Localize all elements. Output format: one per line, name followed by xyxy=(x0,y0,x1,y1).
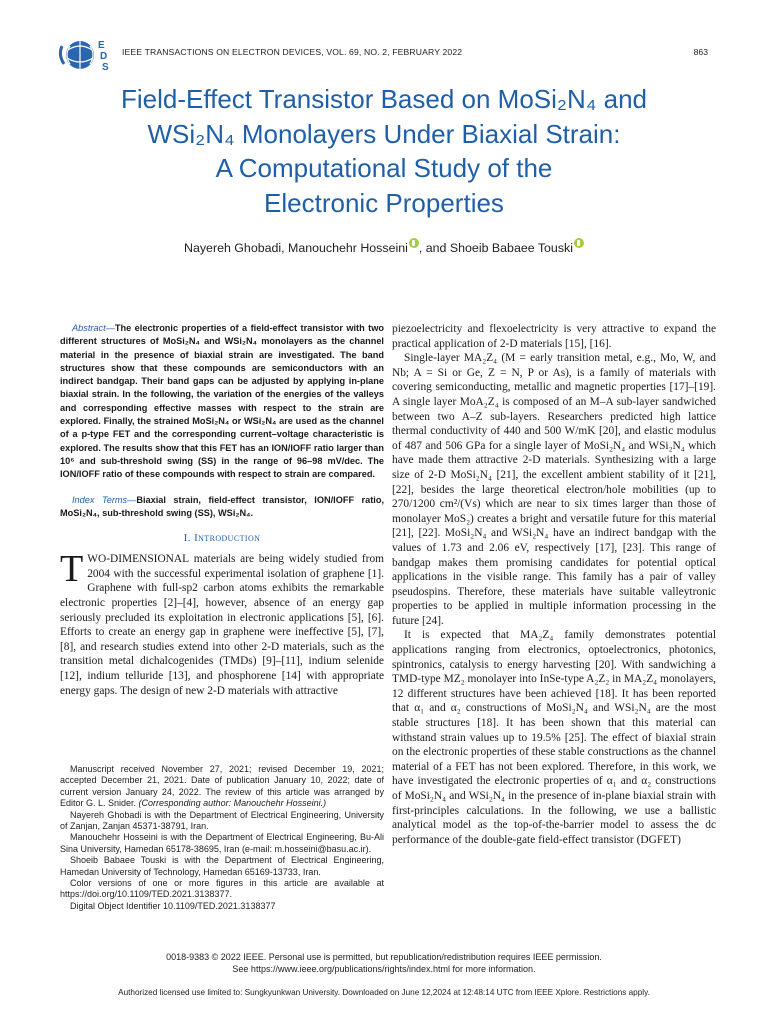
svg-text:E: E xyxy=(98,40,105,51)
index-terms xyxy=(60,494,384,521)
intro-text: materials are being widely studied from 2004 with the successful experimental isolation of graphene [1]. Graphene with full-sp2 carbon atoms exhibits the remarkable electronic properties [2]–[4], however, absence of an energy gap seriously precluded its exploitation in electronic applications [5], [6]. Efforts to create an energy gap in graphene were ineffective [5], [7], [8], and research studies extend into other 2-D materials, such as the transition metal dichalcogenides (TMDs) [9]–[11], indium selenide [12], indium telluride [13], and phosphorene [14] with appropriate energy gaps. The design of new 2-D materials with attractive xyxy=(60,553,384,697)
intro-paragraph xyxy=(60,548,384,698)
eds-logo-icon xyxy=(58,36,116,74)
authorized-use-line: Authorized licensed use limited to: Sungkyunkwan University. Downloaded on June 12,2024 at 12:48:14 UTC from IEEE Xplore. Restrictions apply. xyxy=(118,988,650,997)
footnote-affiliation-2: Manouchehr Hosseini is with the Department of Electrical Engineering, Bu-Ali Sina University, Hamedan 65178-38695, Iran (e-mail: m.hosseini@basu.ac.ir). xyxy=(60,832,384,854)
title-line-4: Electronic Properties xyxy=(264,187,504,218)
copyright-line-2[interactable]: See https://www.ieee.org/publications/rights/index.html for more information. xyxy=(232,963,536,974)
footnote-corresponding: (Corresponding author: Manouchehr Hosseini.) xyxy=(138,798,327,809)
authors-last: , and Shoeib Babaee Touski xyxy=(418,241,573,255)
title-line-3: A Computational Study of the xyxy=(215,153,553,183)
running-head: IEEE TRANSACTIONS ON ELECTRON DEVICES, VOL. 69, NO. 2, FEBRUARY 2022 xyxy=(122,47,463,57)
footnote-affiliation-1: Nayereh Ghobadi is with the Department of Electrical Engineering, University of Zanjan, Zanjan 45371-38791, Iran. xyxy=(60,809,384,832)
copyright-line-1: 0018-9383 © 2022 IEEE. Personal use is permitted, but republication/redistribution requires IEEE permission. xyxy=(166,952,602,962)
page-number: 863 xyxy=(693,47,708,57)
abstract-text: The electronic properties of a field-effect transistor with two different structures of MoSi₂N₄ and WSi₂N₄ monolayers as the channel material in the presence of biaxial strain are investigated. The band structures show that these compounds are semiconductors with an indirect bandgap. Their band gaps can be adjusted by applying in-plane biaxial strain. In the following, the variation of the energies of the valleys and corresponding effective masses with respect to the strain are explored. Finally, the strained MoSi₂N₄ or WSi₂N₄ are used as the channel of a p-type FET and the corresponding current–voltage characteristic is explored. The results show that this FET has an ION/IOFF ratio larger than 10⁶ and sub-threshold swing (SS) in the range of 96–98 mV/dec. The ION/IOFF ratio of these compounds with respect to strain are compared. xyxy=(60,323,384,480)
paragraph-continued: piezoelectricity and flexoelectricity is very attractive to expand the practical application of 2-D materials [15], [16]. xyxy=(392,323,716,350)
orcid-icon[interactable] xyxy=(574,238,584,248)
footnote-doi: Digital Object Identifier 10.1109/TED.2021.3138377 xyxy=(70,900,276,911)
footnote-affiliation-3: Shoeib Babaee Touski is with the Department of Electrical Engineering, Hamedan University of Technology, Hamedan 65169-13733, Iran. xyxy=(60,855,384,877)
section-heading-introduction xyxy=(60,532,384,544)
intro-first-word: WO-DIMENSIONAL xyxy=(87,553,190,566)
section-title: Introduction xyxy=(194,532,261,545)
author-list xyxy=(40,238,728,255)
section-numeral: I. xyxy=(183,532,195,545)
drop-cap: T xyxy=(60,548,84,591)
paragraph-3: It is expected that MA₂Z₄ family demonstrates potential applications ranging from electronics, optoelectronics, photonics, spintronics, catalysis to energy harvesting [20]. With sandwiching a TMD-type MZ₂ monolayer into InSe-type A₂Z₂ in MA₂Z₄ monolayers, 12 different structures have been achieved [18]. It has been reported that α₁ and α₂ constructions of MoSi₂N₄ and WSi₂N₄ are the most stable structures [18]. It has been shown that this material can withstand strain values up to 19.5% [25]. The effect of biaxial strain on the electronic properties of these stable constructions as the channel material of a FET has not been explored. Therefore, in this work, we have investigated the electronic properties of α₁ and α₂ constructions of MoSi₂N₄ and WSi₂N₄ in the presence of in-plane biaxial strain with first-principles calculations. In the following, we use a ballistic analytical model as the top-of-the-barrier model to assess the dc performance of the double-gate field-effect transistor (DGFET) xyxy=(392,629,716,846)
authors-first: Nayereh Ghobadi, Manouchehr Hosseini xyxy=(184,241,408,255)
footnote-manuscript: Manuscript received November 27, 2021; revised December 19, 2021; accepted December 21, 2021. Date of publication January 10, 2022; date of current version January 24, 2022. The review of this article was arranged by Editor G. L. Snider. xyxy=(60,764,384,809)
orcid-icon[interactable] xyxy=(409,238,419,248)
footnotes xyxy=(60,764,384,912)
index-terms-text: Biaxial strain, field-effect transistor, ION/IOFF ratio, MoSi₂N₄, sub-threshold swing (SS), WSi₂N₄. xyxy=(60,494,384,518)
svg-text:S: S xyxy=(102,62,109,73)
paragraph-2: Single-layer MA₂Z₄ (M = early transition metal, e.g., Mo, W, and Nb; A = Si or Ge, Z = N, P or As), is a family of materials with covering semiconducting, metallic and magnetic properties [17]–[19]. A single layer MoA₂Z₄ is composed of an M–A sub-layer sandwiched between two A–Z sub-layers. Researchers predicted high lattice thermal conductivity of 440 and 500 W/mK [20], and elastic modulus of 487 and 506 GPa for a single layer of MoSi₂N₄ and WSi₂N₄ which have made them attractive 2-D materials. Synthesizing with a large size of 2-D MoSi₂N₄ [21], the excellent ambient stability of it [21], [22], besides the large theoretical electron/hole mobilities (up to 270/1200 cm²/(Vs) which are near to six times larger than those of monolayer MoS₂) creates a bright and versatile future for this material [21], [22]. MoSi₂N₄ and WSi₂N₄ have an indirect bandgap with the values of 1.73 and 2.06 eV, respectively [17], [23]. This range of bandgap makes them promising candidates for potential optical applications in the visible range. This family has a pair of valley pseudospins. Therefore, these materials have suitable valleytronic properties to be applied in multiple information processing in the future [24]. xyxy=(392,352,716,627)
right-column xyxy=(392,322,716,847)
svg-text:D: D xyxy=(100,51,108,62)
abstract-label: Abstract— xyxy=(72,323,115,333)
title-line-1: Field-Effect Transistor Based on MoSi₂N₄ and xyxy=(120,84,648,114)
abstract xyxy=(60,322,384,482)
paper-title xyxy=(40,82,728,220)
copyright-notice xyxy=(40,952,728,976)
index-terms-label: Index Terms— xyxy=(72,494,137,505)
left-column xyxy=(60,322,384,698)
title-line-2: WSi₂N₄ Monolayers Under Biaxial Strain: xyxy=(147,118,621,149)
footnote-color-versions[interactable]: Color versions of one or more figures in this article are available at https://doi.org/10.1109/TED.2021.3138377. xyxy=(60,878,384,900)
